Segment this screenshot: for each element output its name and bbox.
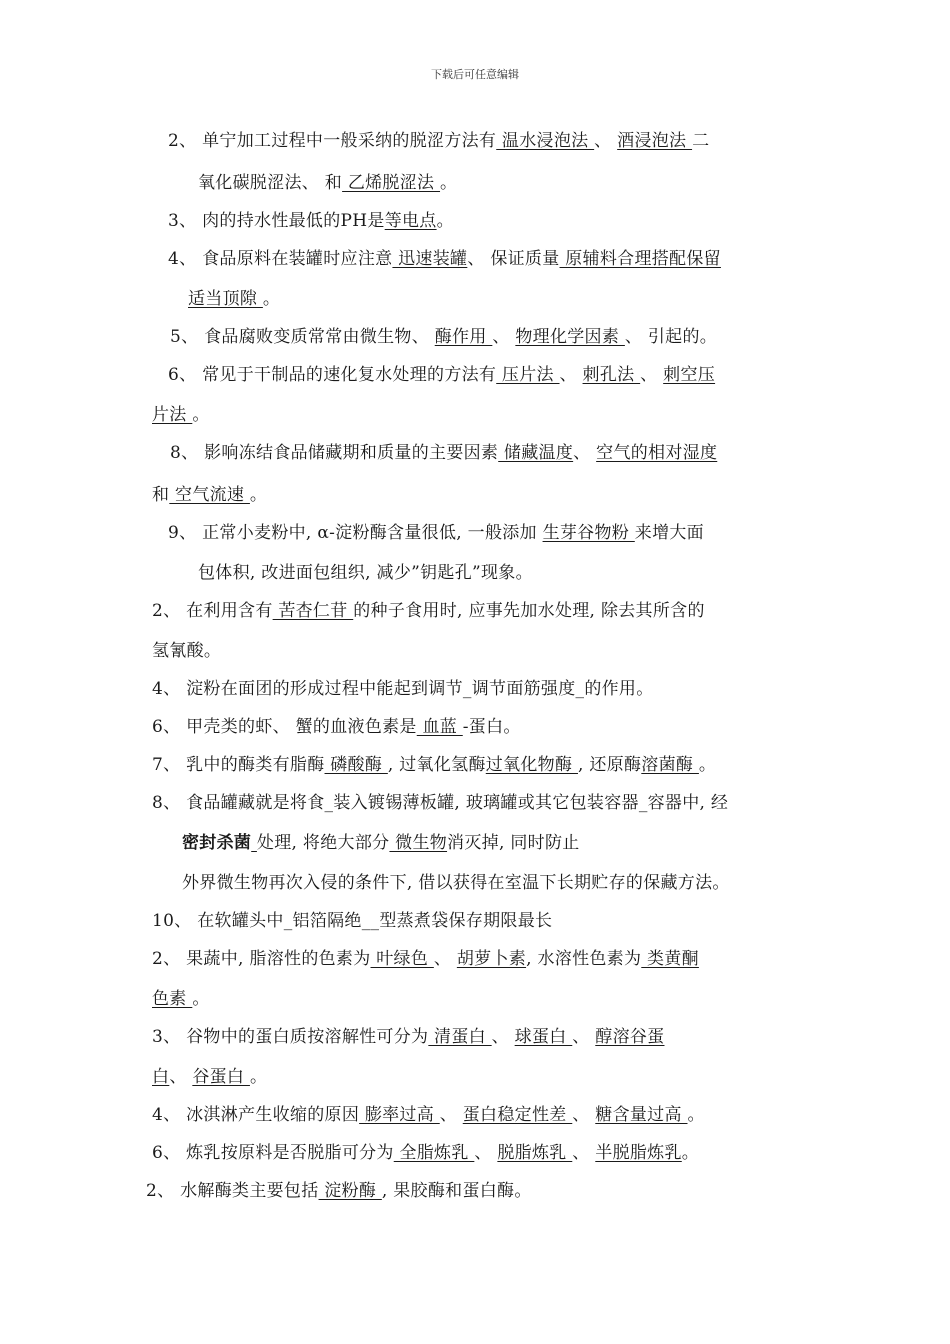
answer-blank: 淀粉酶 [318,1181,382,1201]
line-text: 、 保证质量 [467,249,560,269]
line-text: 、 [433,949,457,969]
text-line [182,868,730,893]
line-text: 、 [492,327,516,347]
answer-blank: 球蛋白 [514,1027,573,1047]
line-text: 。 [249,485,268,505]
text-line [170,322,717,347]
line-text: 处理, 将绝大部分 [256,833,390,853]
text-line [168,206,454,231]
line-text: 4、 冰淇淋产生收缩的原因 [152,1105,360,1125]
answer-blank: 酒浸泡法 [617,131,693,151]
line-text: 。 [440,173,458,193]
line-text: 、 [640,365,664,385]
answer-blank: 刺孔法 [582,365,641,385]
line-text: 。 [436,211,454,231]
line-text: , 果胶酶和蛋白酶。 [381,1181,532,1201]
text-line [146,1176,532,1201]
text-line [152,1100,705,1125]
text-line [152,1022,664,1047]
line-text: 8、 食品罐藏就是将食_装入镀锡薄板罐, 玻璃罐或其它包装容器_容器中, 经 [152,793,729,813]
answer-blank: 温水浸泡法 [496,131,595,151]
line-text: 、 [572,1027,596,1047]
line-text: 。 [681,1143,700,1163]
answer-blank: 胡萝卜素 [456,949,527,969]
line-text: 3、 肉的持水性最低的PH是 [168,211,385,231]
answer-blank: 压片法 [496,365,560,385]
line-text: 密封杀菌 [182,833,252,853]
answer-blank: 清蛋白 [428,1027,492,1047]
text-line [152,984,210,1009]
line-text: 氢氰酸。 [152,641,222,661]
answer-blank: 微生物 [389,833,448,853]
text-line [152,712,521,737]
line-text: 。 [192,989,210,1009]
text-line [168,126,709,151]
answer-blank: 等电点 [384,211,437,231]
line-text: 8、 影响冻结食品储藏期和质量的主要因素 [170,443,499,463]
text-line [170,438,717,463]
text-line [152,1062,267,1087]
line-text: 6、 常见于干制品的速化复水处理的方法有 [168,365,497,385]
answer-blank: 脱脂炼乳 [497,1143,573,1163]
line-text: 、 [573,443,597,463]
line-text: 、 [439,1105,463,1125]
text-line [152,788,728,813]
line-text: 2、 单宁加工过程中一般采纳的脱涩方法有 [168,131,497,151]
line-text: , 还原酶 [577,755,642,775]
line-text: 、 [594,131,618,151]
line-text: 、 [572,1105,596,1125]
answer-blank: 谷蛋白 [192,1067,250,1087]
line-text: 消灭掉, 同时防止 [447,833,580,853]
answer-blank: 原辅料合理搭配保留 [559,249,721,269]
answer-blank: 生芽谷物粉 [542,523,635,543]
answer-blank: 叶绿色 [370,949,434,969]
answer-blank: 蛋白稳定性差 [462,1105,573,1125]
answer-blank: 物理化学因素 [515,327,625,347]
line-text: 7、 乳中的酶类有脂酶 [152,755,325,775]
line-text: 包体积, 改进面包组织, 减少”钥匙孔”现象。 [198,563,533,583]
answer-blank: 过氧化物酶 [485,755,578,775]
line-text: -蛋白。 [462,717,521,737]
text-line [168,244,721,269]
answer-blank: 刺空压 [663,365,716,385]
line-text: 和 [152,485,170,505]
line-text: 6、 甲壳类的虾、 蟹的血液色素是 [152,717,417,737]
line-text: 来增大面 [634,523,704,543]
line-text: 2、 水解酶类主要包括 [146,1181,319,1201]
line-text: 。 [249,1067,268,1087]
text-line [168,518,704,543]
line-text: 5、 食品腐败变质常常由微生物、 [170,327,435,347]
answer-blank: 醇溶谷蛋 [595,1027,665,1047]
line-text: , 水溶性色素为 [526,949,642,969]
line-text: 4、 淀粉在面团的形成过程中能起到调节_调节面筋强度_的作用。 [152,679,654,699]
text-line [152,1138,699,1163]
line-text: 、 [559,365,583,385]
text-line [152,596,705,621]
line-text: 。 [192,405,210,425]
text-line [152,480,267,505]
text-line [152,400,210,425]
line-text: 2、 果蔬中, 脂溶性的色素为 [152,949,371,969]
answer-blank: 空气的相对湿度 [596,443,718,463]
text-line [152,750,716,775]
line-text: 3、 谷物中的蛋白质按溶解性可分为 [152,1027,429,1047]
text-line [152,944,699,969]
line-text: , 过氧化氢酶 [387,755,486,775]
line-text: 10、 在软罐头中_铝箔隔绝__型蒸煮袋保存期限最长 [152,911,553,931]
line-text: 4、 食品原料在装罐时应注意 [168,249,393,269]
line-text: 。 [698,755,717,775]
line-text: 。 [687,1105,705,1125]
line-text: 的种子食用时, 应事先加水处理, 除去其所含的 [353,601,705,621]
page-header: 下载后可任意编辑 [431,68,519,81]
line-text: 6、 炼乳按原料是否脱脂可分为 [152,1143,394,1163]
answer-blank: 适当顶隙 [188,289,263,309]
line-text: 、 引起的。 [624,327,718,347]
answer-blank: 膨率过高 [359,1105,440,1125]
text-line [168,360,715,385]
line-text: 氧化碳脱涩法、 和 [198,173,343,193]
answer-blank: 溶菌酶 [641,755,699,775]
line-text: 二 [692,131,710,151]
text-line [188,284,280,309]
answer-blank: 类黄酮 [641,949,699,969]
text-line [152,906,552,931]
answer-blank: 乙烯脱涩法 [342,173,441,193]
answer-blank: 片法 [152,405,193,425]
answer-blank: 血蓝 [416,717,463,737]
answer-blank: 空气流速 [169,485,250,505]
answer-blank: 白 [152,1067,170,1087]
answer-blank: 储藏温度 [498,443,574,463]
answer-blank: 苦杏仁苷 [272,601,354,621]
line-text: 、 [169,1067,193,1087]
answer-blank: 全脂炼乳 [393,1143,475,1163]
answer-blank: 酶作用 [434,327,493,347]
line-text: 2、 在利用含有 [152,601,273,621]
line-text: 、 [474,1143,498,1163]
answer-blank: 半脱脂炼乳 [595,1143,682,1163]
text-line [182,828,580,853]
line-text: 、 [491,1027,515,1047]
line-text: 。 [262,289,281,309]
text-line [152,636,221,661]
answer-blank: 糖含量过高 [595,1105,688,1125]
line-text: 外界微生物再次入侵的条件下, 借以获得在室温下长期贮存的保藏方法。 [182,873,730,893]
answer-blank: 磷酸酶 [324,755,388,775]
text-line [198,168,457,193]
answer-blank: 迅速装罐 [392,249,468,269]
answer-blank: 色素 [152,989,193,1009]
line-text: 9、 正常小麦粉中, α-淀粉酶含量很低, 一般添加 [168,523,543,543]
text-line [198,558,533,583]
line-text: 、 [572,1143,596,1163]
text-line [152,674,654,699]
